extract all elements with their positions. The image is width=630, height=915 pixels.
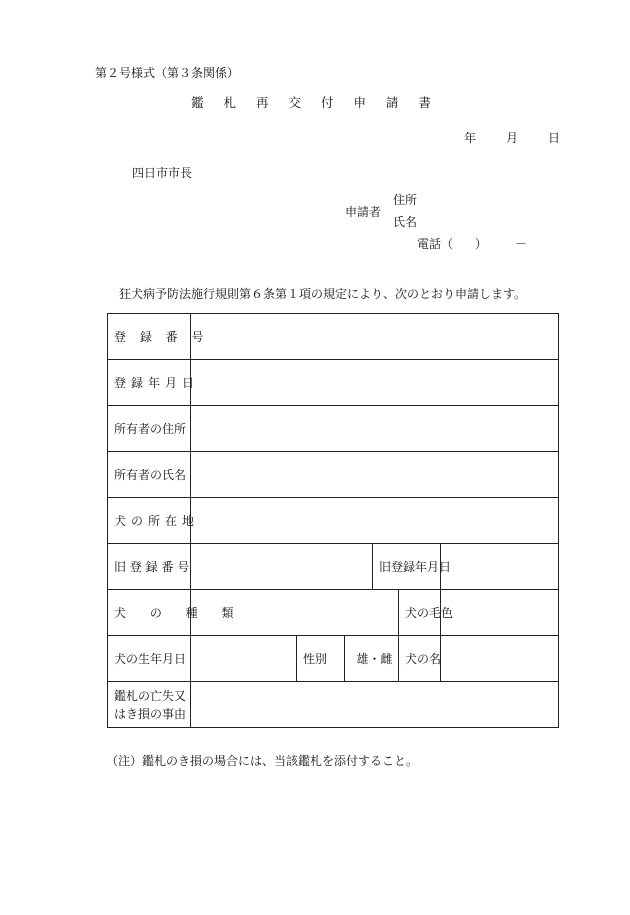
- dog-birth-date-label: 犬の生年月日: [108, 636, 191, 682]
- owner-address-label: 所有者の住所: [108, 406, 191, 452]
- phone-open-paren: （: [441, 237, 454, 251]
- tag-loss-reason-label-line2: はき損の事由: [114, 706, 187, 721]
- old-registration-date-field[interactable]: [441, 544, 559, 590]
- dog-birth-date-field[interactable]: [191, 636, 297, 682]
- sex-label: 性別: [297, 636, 345, 682]
- owner-name-field[interactable]: [191, 452, 559, 498]
- addressee: 四日市市長: [132, 166, 193, 180]
- table-row: [108, 360, 559, 406]
- table-row: [108, 452, 559, 498]
- applicant-address-label: 住所: [393, 193, 418, 207]
- owner-name-label: 所有者の氏名: [108, 452, 191, 498]
- table-row: [108, 498, 559, 544]
- old-registration-number-label: 旧 登 録 番 号: [108, 544, 191, 590]
- date-month-label: 月: [506, 131, 519, 145]
- registration-date-field[interactable]: [191, 360, 559, 406]
- old-registration-date-label: 旧登録年月日: [373, 544, 441, 590]
- table-row: [108, 682, 559, 728]
- note: （注）鑑札のき損の場合には、当該鑑札を添付すること。: [106, 754, 419, 768]
- application-form-table: [107, 313, 559, 728]
- phone-close-paren: ）: [475, 237, 488, 251]
- dog-breed-label: 犬 の 種 類: [108, 590, 191, 636]
- document-title: 鑑 札 再 交 付 申 請 書: [191, 95, 439, 110]
- registration-number-label: 登 録 番 号: [108, 314, 191, 360]
- old-registration-number-field[interactable]: [191, 544, 373, 590]
- tag-loss-reason-label: [108, 682, 191, 728]
- registration-date-label: 登録年月日: [108, 360, 191, 406]
- date-day-label: 日: [548, 131, 561, 145]
- table-row: [108, 406, 559, 452]
- applicant-label: 申請者: [345, 205, 382, 219]
- form-number: 第２号様式（第３条関係）: [95, 66, 240, 80]
- registration-number-field[interactable]: [191, 314, 559, 360]
- tag-loss-reason-label-line1: 鑑札の亡失又: [114, 688, 187, 703]
- tag-loss-reason-field[interactable]: [191, 682, 559, 728]
- applicant-phone-line: [417, 238, 527, 250]
- table-row: [108, 314, 559, 360]
- dog-location-label: 犬の所在地: [108, 498, 191, 544]
- sex-options[interactable]: 雄・雌: [345, 636, 399, 682]
- date-year-label: 年: [464, 131, 477, 145]
- application-statement: 狂犬病予防法施行規則第６条第１項の規定により、次のとおり申請します。: [119, 287, 527, 301]
- dog-coat-color-field[interactable]: [441, 590, 559, 636]
- dog-coat-color-label: 犬の毛色: [399, 590, 441, 636]
- phone-dash: －: [515, 237, 528, 251]
- applicant-name-label: 氏名: [393, 215, 418, 229]
- table-row: [108, 636, 559, 682]
- dog-name-label: 犬の名: [399, 636, 441, 682]
- date-line: [464, 132, 560, 144]
- phone-label: 電話: [417, 237, 442, 251]
- table-row: [108, 590, 559, 636]
- dog-location-field[interactable]: [191, 498, 559, 544]
- table-row: [108, 544, 559, 590]
- owner-address-field[interactable]: [191, 406, 559, 452]
- dog-name-field[interactable]: [441, 636, 559, 682]
